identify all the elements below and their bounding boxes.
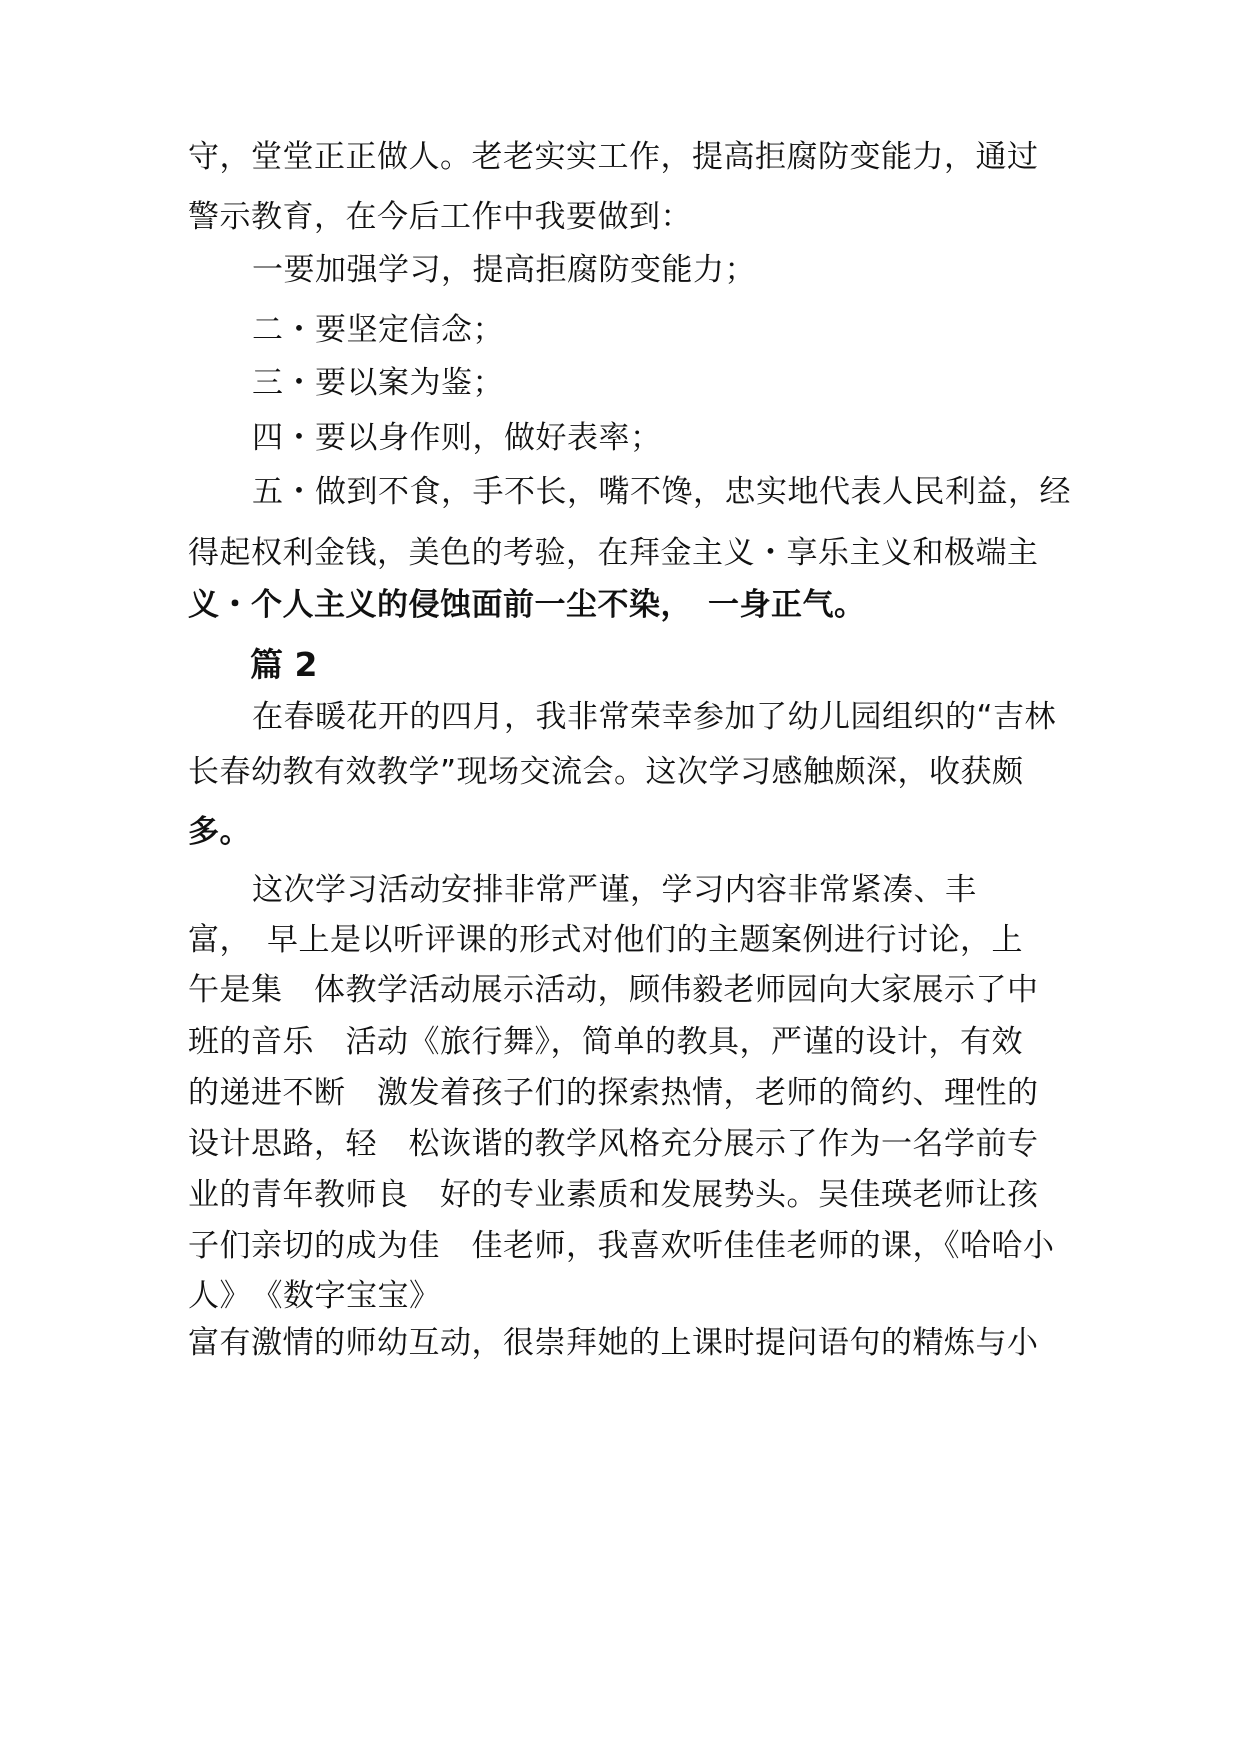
paragraph-line: 班的音乐 活动《旅行舞》，简单的教具，严谨的设计，有效 (188, 1024, 1023, 1060)
paragraph-line: 义・个人主义的侵蚀面前一尘不染， 一身正气。 (188, 587, 866, 623)
paragraph-line: 警示教育，在今后工作中我要做到： (188, 199, 692, 235)
paragraph-line: 守，堂堂正正做人。老老实实工作，提高拒腐防变能力，通过 (188, 139, 1039, 175)
list-item: 五・做到不食，手不长，嘴不馋，忠实地代表人民利益，经 (252, 474, 1071, 510)
paragraph-line: 得起权利金钱，美色的考验，在拜金主义・享乐主义和极端主 (188, 535, 1039, 571)
list-item: 一要加强学习，提高拒腐防变能力； (252, 252, 756, 288)
paragraph-line: 人》 《数字宝宝》 (188, 1278, 441, 1314)
list-item: 三・要以案为鉴； (252, 365, 504, 401)
list-item: 二・要坚定信念； (252, 312, 504, 348)
paragraph-line: 午是集 体教学活动展示活动，顾伟毅老师园向大家展示了中 (188, 972, 1039, 1008)
section-heading: 篇 2 (250, 645, 318, 684)
paragraph-line: 业的青年教师良 好的专业素质和发展势头。吴佳瑛老师让孩 (188, 1177, 1039, 1213)
paragraph-line: 子们亲切的成为佳 佳老师，我喜欢听佳佳老师的课，《哈哈小 (188, 1228, 1055, 1264)
paragraph-line: 多。 (188, 814, 251, 850)
paragraph-line: 长春幼教有效教学”现场交流会。这次学习感触颇深，收获颇 (188, 754, 1024, 790)
paragraph-line: 这次学习活动安排非常严谨，学习内容非常紧凑、丰 (252, 872, 977, 908)
paragraph-line: 富， 早上是以听评课的形式对他们的主题案例进行讨论，上 (188, 922, 1023, 958)
paragraph-line: 富有激情的师幼互动，很崇拜她的上课时提问语句的精炼与小 (188, 1325, 1039, 1361)
list-item: 四・要以身作则，做好表率； (252, 420, 662, 456)
paragraph-line: 的递进不断 激发着孩子们的探索热情，老师的简约、理性的 (188, 1075, 1039, 1111)
paragraph-line: 设计思路，轻 松诙谐的教学风格充分展示了作为一名学前专 (188, 1126, 1039, 1162)
paragraph-line: 在春暖花开的四月，我非常荣幸参加了幼儿园组织的“吉林 (252, 699, 1057, 735)
